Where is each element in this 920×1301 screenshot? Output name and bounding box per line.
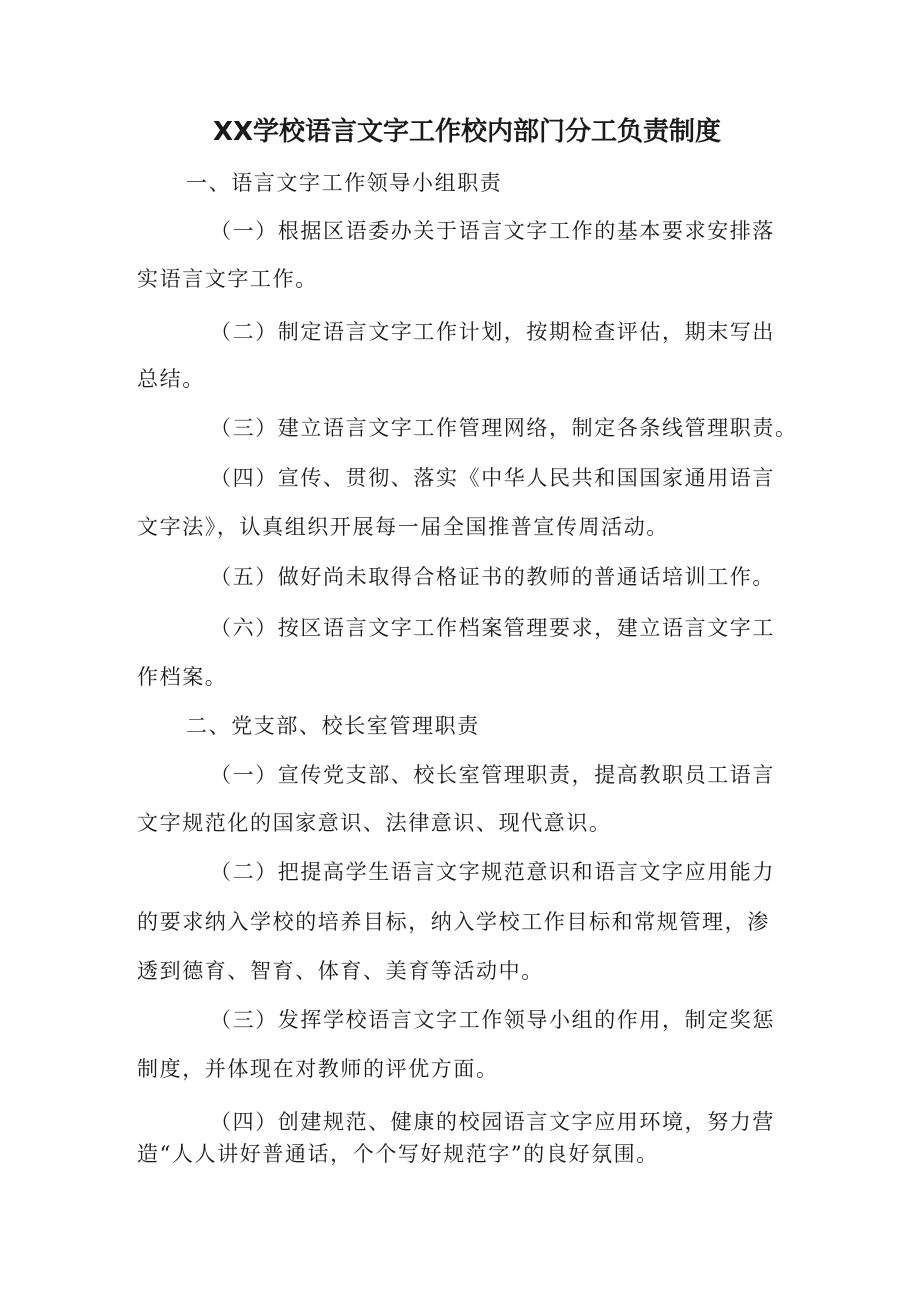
paragraph-line: 制度，并体现在对教师的评优方面。 xyxy=(137,1057,499,1081)
paragraph-line: 造“人人讲好普通话，个个写好规范字”的良好氛围。 xyxy=(137,1142,659,1166)
paragraph-line: 作档案。 xyxy=(137,665,228,689)
paragraph-line: （五）做好尚未取得合格证书的教师的普通话培训工作。 xyxy=(210,565,775,589)
paragraph-line: （六）按区语言文字工作档案管理要求，建立语言文字工 xyxy=(210,616,775,640)
paragraph-line: 文字法》，认真组织开展每一届全国推普宣传周活动。 xyxy=(137,515,669,539)
paragraph-line: 总结。 xyxy=(137,367,205,391)
paragraph-line: （三）建立语言文字工作管理网络，制定各条线管理职责。 xyxy=(210,416,798,440)
document-title: XX学校语言文字工作校内部门分工负责制度 xyxy=(212,117,722,147)
paragraph-line: 的要求纳入学校的培养目标，纳入学校工作目标和常规管理，渗 xyxy=(137,910,770,934)
paragraph-line: （二）制定语言文字工作计划，按期检查评估，期末写出 xyxy=(210,320,775,344)
section-1-heading: 一、语言文字工作领导小组职责 xyxy=(186,171,503,195)
paragraph-line: 文字规范化的国家意识、法律意识、现代意识。 xyxy=(137,811,612,835)
paragraph-line: （三）发挥学校语言文字工作领导小组的作用，制定奖惩 xyxy=(210,1008,775,1032)
paragraph-line: （一）宣传党支部、校长室管理职责，提高教职员工语言 xyxy=(210,763,775,787)
paragraph-line: （四）创建规范、健康的校园语言文字应用环境，努力营 xyxy=(210,1110,775,1134)
paragraph-line: 实语言文字工作。 xyxy=(137,267,318,291)
paragraph-line: 透到德育、智育、体育、美育等活动中。 xyxy=(137,959,544,983)
section-2-heading: 二、党支部、校长室管理职责 xyxy=(186,714,480,738)
paragraph-line: （二）把提高学生语言文字规范意识和语言文字应用能力 xyxy=(210,860,775,884)
paragraph-line: （四）宣传、贯彻、落实《中华人民共和国国家通用语言 xyxy=(210,466,775,490)
paragraph-line: （一）根据区语委办关于语言文字工作的基本要求安排落 xyxy=(210,219,775,243)
